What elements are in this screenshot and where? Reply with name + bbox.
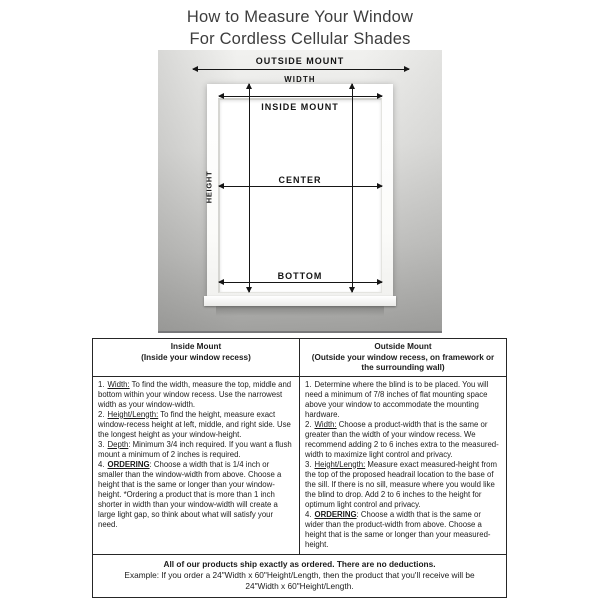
instruction-item (305, 380, 501, 420)
page-title (0, 7, 600, 50)
center-label: CENTER (278, 175, 322, 185)
inside-mount-arrow (219, 96, 382, 97)
item-label: ORDERING (107, 459, 150, 469)
outside-mount-instructions (300, 377, 506, 554)
example-line-2: 24"Width x 60"Height/Length. (245, 580, 354, 591)
inside-mount-header-subtitle: (Inside your window recess) (141, 352, 251, 362)
item-number: 2. (305, 419, 312, 429)
window-sill (204, 296, 396, 306)
item-text: To find the width, measure the top, middle and bottom within your window recess. Use the narrowest width as your window-width. (98, 379, 292, 409)
outside-mount-header (300, 339, 506, 376)
item-label: Height/Length: (314, 459, 366, 469)
table-footer (93, 554, 506, 597)
item-label: ORDERING (314, 509, 357, 519)
item-number: 3. (305, 459, 312, 469)
instruction-item (305, 510, 501, 550)
outside-mount-arrow (193, 69, 409, 70)
window-opening (218, 98, 382, 293)
item-label: Width: (314, 419, 337, 429)
item-text: : Choose a width that is 1/4 inch or smaller than the window-width from above. Choose a height that is the same or longer than your window-height. *Ordering a product that is more than 1 inch shorter in width than your window-width will create a large light gap, so think about what will satisfy your need. (98, 459, 282, 529)
instruction-item (305, 460, 501, 510)
item-number: 3. (98, 439, 105, 449)
item-text: : Choose a width that is the same or wider than the product-width from above. Choose a height that is the same or longer than your measured-height. (305, 509, 491, 549)
item-number: 2. (98, 409, 105, 419)
inside-mount-header-title: Inside Mount (170, 342, 222, 351)
item-text: Measure exact measured-height from the top of the proposed headrail location to the base of the sill. If there is no sill, measure where you would like the blind to drop. Add 2 to 6 inches to the height for optimum light control and privacy. (305, 459, 497, 509)
outside-mount-label: OUTSIDE MOUNT (255, 56, 345, 66)
table-header-row (93, 339, 506, 377)
item-label: Height/Length: (107, 409, 159, 419)
item-number: 1. (98, 379, 105, 389)
bottom-arrow (219, 282, 382, 283)
example-line-1: Example: If you order a 24"Width x 60"Height/Length, then the product that you'll receive will be (124, 569, 475, 580)
item-text: To find the height, measure exact window-recess height at left, middle, and right side. Use the longest height as your window-height. (98, 409, 291, 439)
instruction-item (98, 410, 294, 440)
bottom-label: BOTTOM (277, 271, 323, 281)
outside-mount-header-title: Outside Mount (374, 342, 432, 351)
inside-mount-label: INSIDE MOUNT (261, 102, 339, 112)
item-number: 4. (305, 509, 312, 519)
item-number: 4. (98, 459, 105, 469)
inside-mount-header (93, 339, 300, 376)
instruction-item (305, 420, 501, 460)
title-line-1: How to Measure Your Window (186, 8, 414, 26)
window-measuring-diagram (158, 50, 442, 333)
item-number: 1. (305, 379, 312, 389)
height-arrow-left (249, 84, 250, 292)
table-body-row (93, 377, 506, 554)
instruction-item (98, 380, 294, 410)
height-label: HEIGHT (204, 170, 214, 204)
instruction-item (98, 460, 294, 530)
inside-mount-instructions (93, 377, 300, 554)
title-line-2: For Cordless Cellular Shades (189, 29, 411, 48)
window-apron-shadow (216, 306, 384, 316)
item-label: Depth (107, 439, 129, 449)
item-text: : Minimum 3/4 inch required. If you want a flush mount a minimum of 2 inches is required. (98, 439, 292, 459)
measuring-instructions-table (92, 338, 507, 598)
no-deductions-note: All of our products ship exactly as ordered. There are no deductions. (163, 558, 436, 569)
item-label: Width: (107, 379, 130, 389)
instruction-item (98, 440, 294, 460)
height-arrow-right (352, 84, 353, 292)
item-text: Choose a product-width that is the same or greater than the width of your window recess. We recommend adding 2 to 6 inches extra to the measured-width to maximize light control and privacy. (305, 419, 499, 459)
outside-mount-header-subtitle: (Outside your window recess, on framework or the surrounding wall) (311, 352, 495, 372)
item-text: Determine where the blind is to be placed. You will need a minimum of 7/8 inches of flat mounting space above your window to accommodate the mounting hardware. (305, 379, 489, 419)
width-label: WIDTH (284, 75, 316, 84)
center-arrow (219, 186, 382, 187)
